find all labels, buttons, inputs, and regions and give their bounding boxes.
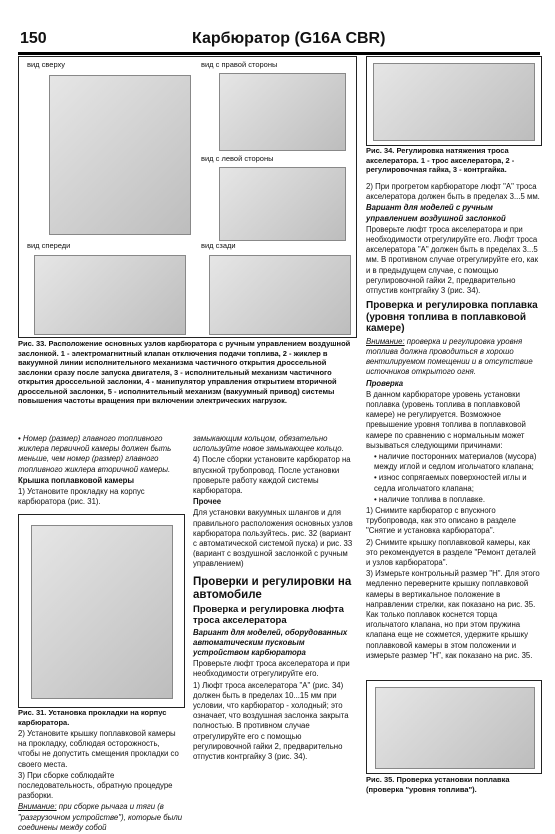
other-heading: Прочее xyxy=(193,497,222,507)
fig31-caption: Рис. 31. Установка прокладки на корпус карбюратора. xyxy=(18,708,167,727)
figure-33 xyxy=(18,56,357,338)
column-2 xyxy=(193,434,356,763)
float-chamber-cover-heading: Крышка поплавковой камеры xyxy=(18,475,135,485)
figure-31 xyxy=(18,514,185,708)
carburetor-rear-view-image xyxy=(209,255,351,335)
cause-bullet-3: • наличие топлива в поплавке. xyxy=(374,494,485,504)
accelerator-cable-image xyxy=(373,63,535,141)
attention-text-2: проверка и регулировка уровня топлива должна проводиться в хорошо вентилируемом помещении и в отсутствие источников открытого огня. xyxy=(366,336,533,377)
float-step-1: 1) Снимите карбюратор с впускного трубопровода, как это описано в разделе "Снятие и установка карбюратора". xyxy=(366,505,516,536)
gasket-installation-image xyxy=(31,525,173,699)
attention-label-1: Внимание: xyxy=(18,802,57,812)
float-level-check-image xyxy=(375,687,535,769)
variant-auto-choke: Вариант для моделей, оборудованных автоматическим пусковым устройством карбюратора xyxy=(193,627,348,658)
variant-manual-choke: Вариант для моделей с ручным управлением воздушной заслонкой xyxy=(366,203,506,223)
page-number: 150 xyxy=(20,30,47,47)
fig33-view-front-label: вид спереди xyxy=(27,241,71,250)
variant-manual-text: Проверьте люфт троса акселератора и при необходимости отрегулируйте его. Люфт троса акселератора "А" должен быть в пределах 3...5 мм. В противном случае отрегулируйте его, как и в предыдущем случае, с помощью регулировочной гайки 2, предварительно отпустив контргайку 3 (рис. 34). xyxy=(366,224,539,296)
carburetor-left-view-image xyxy=(219,167,346,241)
cover-step-2: 2) Установите крышку поплавковой камеры на прокладку, соблюдая осторожность, чтобы не допустить смещения прокладки со своего места. xyxy=(18,729,179,769)
checks-heading: Проверки и регулировки на автомобиле xyxy=(193,575,352,601)
column-1-top xyxy=(18,434,183,508)
fig34-caption: Рис. 34. Регулировка натяжения троса акселератора. 1 - трос акселератора, 2 - регулировочная гайка, 3 - контргайка. xyxy=(366,146,515,174)
fig33-view-top-label: вид сверху xyxy=(27,60,66,69)
figure-34 xyxy=(366,56,542,146)
cause-bullet-2: • износ сопрягаемых поверхностей иглы и седла игольчатого клапана; xyxy=(374,473,527,493)
check-label: Проверка xyxy=(366,378,404,388)
cause-bullet-1: • наличие посторонних материалов (мусора) между иглой и седлом игольчатого клапана; xyxy=(374,451,537,472)
cable-slack-heading: Проверка и регулировка люфта троса акселератора xyxy=(193,603,344,626)
attention-label-2: Внимание: xyxy=(366,336,405,346)
ring-continuation: замыкающим кольцом, обязательно используйте новое замыкающее кольцо. xyxy=(193,434,344,454)
float-step-2: 2) Снимите крышку поплавковой камеры, как это рекомендуется в разделе "Ремонт деталей и узлов карбюратора". xyxy=(366,537,536,567)
fig33-view-rear-label: вид сзади xyxy=(201,241,236,250)
other-text: Для установки вакуумных шлангов и для правильного расположения основных узлов карбюратора пользуйтесь. рис. 32 (вариант с автоматической системой пуска) и рис. 33 (вариант с воздушной заслонкой с ручным управлением) xyxy=(193,508,353,569)
column-1-bottom xyxy=(18,729,183,834)
warm-slack-step-2: 2) При прогретом карбюраторе люфт "А" троса акселератора должен быть в пределах 3...5 мм. xyxy=(366,182,540,202)
float-check-heading: Проверка и регулировка поплавка (уровня топлива в поплавковой камере) xyxy=(366,300,538,335)
carburetor-front-view-image xyxy=(34,255,186,335)
header-rule xyxy=(18,52,540,55)
cover-step-3: 3) При сборке соблюдайте последовательность, обратную процедуре разборки. xyxy=(18,770,173,801)
figure-35 xyxy=(366,680,542,774)
column-3 xyxy=(366,182,540,662)
check-text: В данном карбюраторе уровень установки поплавка (уровень топлива в поплавковой камере) не регулируется. Возможное превышение уровня топлива в поплавковой камере по сравнению с нормальным может вызываться следующими причинами: xyxy=(366,389,526,450)
carburetor-right-view-image xyxy=(219,73,346,151)
page-title: Карбюратор (G16A CBR) xyxy=(192,30,386,47)
carburetor-top-view-image xyxy=(49,75,191,235)
variant-auto-step-1: 1) Люфт троса акселератора "А" (рис. 34) должен быть в пределах 10...15 мм при условии, что карбюратор - холодный; это означает, что воздушная заслонка закрыта полностью. В противном случае отрегулируйте его с помощью регулировочной гайки 2, предварительно отпустив контргайку 3 (рис. 34). xyxy=(193,680,349,762)
fig35-caption: Рис. 35. Проверка установки поплавка (проверка "уровня топлива"). xyxy=(366,775,510,794)
variant-auto-text: Проверьте люфт троса акселератора и при необходимости отрегулируйте его. xyxy=(193,659,350,679)
cover-step-1: 1) Установите прокладку на корпус карбюратора (рис. 31). xyxy=(18,487,145,507)
attention-text-1: при сборке рычага и тяги (в "разгрузочном устройстве"), которые были соединены между собой xyxy=(18,802,183,832)
jet-size-note: • Номер (размер) главного топливного жиклера первичной камеры должен быть меньше, чем номер (размер) главного топливного жиклера вторичной камеры. xyxy=(18,434,172,474)
fig33-view-left-label: вид с левой стороны xyxy=(201,154,274,163)
float-step-3: 3) Измерьте контрольный размер "Н". Для этого медленно переверните крышку поплавковой камеры в вертикальное положение в направлении стрелки, как показано на рис. 35. Как только поплавок коснется торца игольчатого клапана, но при этом пружина клапана еще не сожмется, удержите крышку поплавковой камеры в этом положении и измерьте размер "Н", как показано на рис. 35. xyxy=(366,569,540,660)
assembly-step-4: 4) После сборки установите карбюратор на впускной трубопровод. После установки проверьте работу каждой системы карбюратора. xyxy=(193,455,351,496)
fig33-caption: Рис. 33. Расположение основных узлов карбюратора с ручным управлением воздушной заслонкой. 1 - электромагнитный клапан отключения подачи топлива, 2 - жиклер в вакуумной линии исполнительного механизма частичного открытия дроссельной заслонки сразу после запуска двигателя, 3 - исполнительный механизм частичного открытия дроссельной заслонки, 4 - манипулятор управления открытием вторичной дроссельной заслонки, 5 - исполнительный механизм (вакуумный привод) системы повышения частоты вращения при включении электрических нагрузок. xyxy=(18,339,351,405)
fig33-view-right-label: вид с правой стороны xyxy=(201,60,278,69)
